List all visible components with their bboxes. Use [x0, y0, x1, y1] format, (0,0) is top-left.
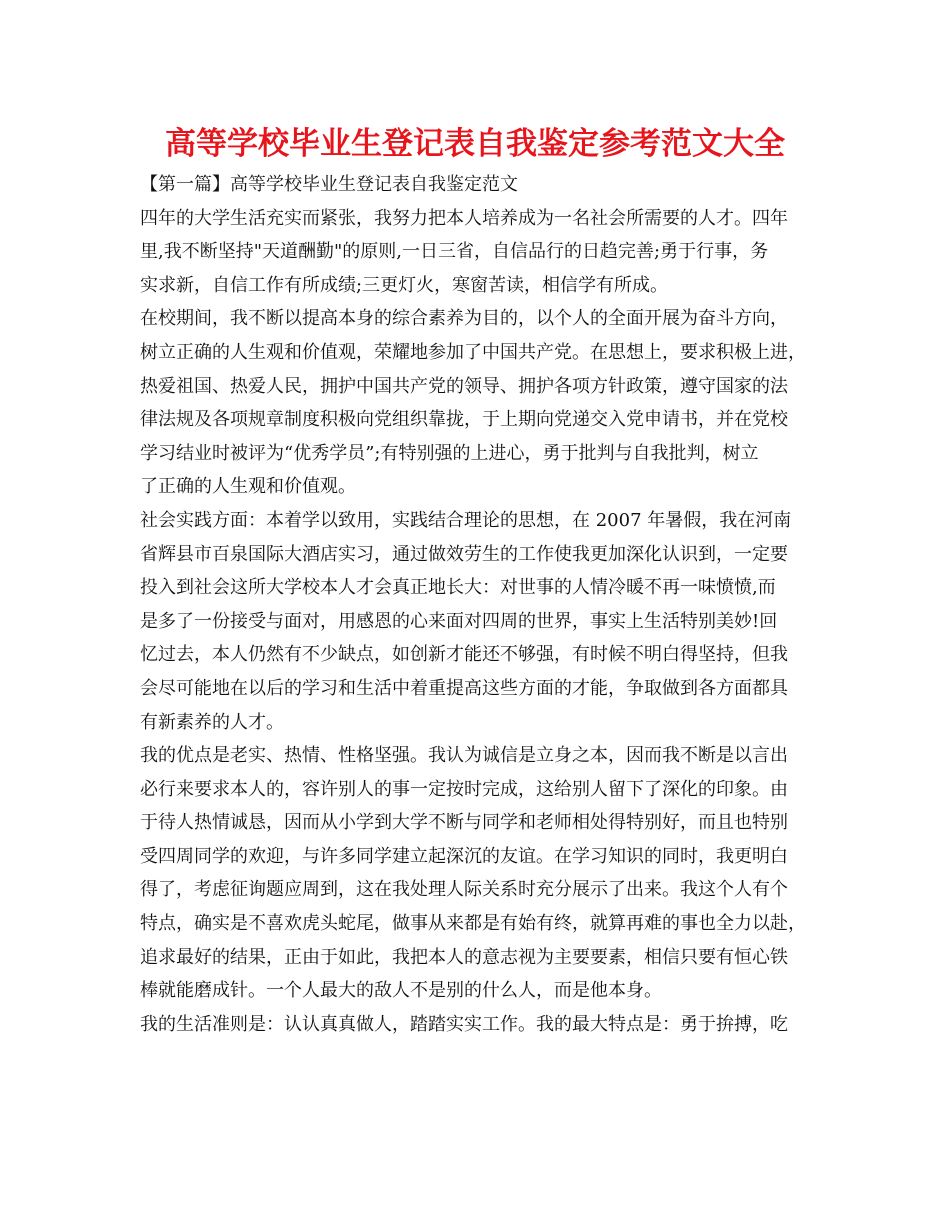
text-line: 忆过去，本人仍然有不少缺点，如创新才能还不够强，有时候不明白得坚持，但我	[140, 644, 788, 666]
document-body	[140, 168, 820, 1041]
text-line: 实求新，自信工作有所成绩;三更灯火，寒窗苦读，相信学有所成。	[140, 274, 669, 296]
text-line: 投入到社会这所大学校本人才会真正地长大：对世事的人情冷暖不再一味愤愤,而	[140, 577, 776, 599]
text-line: 棒就能磨成针。一个人最大的敌人不是别的什么人，而是他本身。	[140, 980, 662, 1002]
text-line: 热爱祖国、热爱人民，拥护中国共产党的领导、拥护各项方针政策，遵守国家的法	[140, 375, 788, 397]
text-line: 受四周同学的欢迎，与许多同学建立起深沉的友谊。在学习知识的同时，我更明白	[140, 845, 788, 867]
text-line: 得了，考虑征询题应周到，这在我处理人际关系时充分展示了出来。我这个人有个	[140, 879, 788, 901]
text-line: 社会实践方面：本着学以致用，实践结合理论的思想，在 2007 年暑假，我在河南	[140, 509, 792, 531]
text-line: 是多了一份接受与面对，用感恩的心来面对四周的世界，事实上生活特别美妙!回	[140, 610, 778, 632]
text-line: 于待人热情诚恳，因而从小学到大学不断与同学和老师相处得特别好，而且也特别	[140, 812, 788, 834]
section-heading: 【第一篇】高等学校毕业生登记表自我鉴定范文	[140, 174, 518, 195]
text-line: 我的生活准则是：认认真真做人，踏踏实实工作。我的最大特点是：勇于拚搏，吃	[140, 1013, 788, 1035]
text-line: 会尽可能地在以后的学习和生活中着重提高这些方面的才能，争取做到各方面都具	[140, 677, 788, 699]
text-line: 了正确的人生观和价值观。	[140, 476, 356, 498]
text-line: 必行来要求本人的，容许别人的事一定按时完成，这给别人留下了深化的印象。由	[140, 778, 788, 800]
text-line: 在校期间，我不断以提高本身的综合素养为目的，以个人的全面开展为奋斗方向，	[140, 308, 788, 330]
text-line: 我的优点是老实、热情、性格坚强。我认为诚信是立身之本，因而我不断是以言出	[140, 745, 788, 767]
document-title: 高等学校毕业生登记表自我鉴定参考范文大全	[165, 126, 785, 162]
text-line: 里,我不断坚持"天道酬勤"的原则,一日三省，自信品行的日趋完善;勇于行事，务	[140, 241, 769, 263]
text-line: 有新素养的人才。	[140, 711, 284, 733]
text-line: 树立正确的人生观和价值观，荣耀地参加了中国共产党。在思想上，要求积极上进，	[140, 341, 806, 363]
text-line: 特点，确实是不喜欢虎头蛇尾，做事从来都是有始有终，就算再难的事也全力以赴，	[140, 913, 806, 935]
text-line: 追求最好的结果，正由于如此，我把本人的意志视为主要要素，相信只要有恒心铁	[140, 946, 788, 968]
text-line: 四年的大学生活充实而紧张，我努力把本人培养成为一名社会所需要的人才。四年	[140, 207, 788, 229]
text-line: 省辉县市百泉国际大酒店实习，通过做效劳生的工作使我更加深化认识到，一定要	[140, 543, 788, 565]
text-line: 律法规及各项规章制度积极向党组织靠拢，于上期向党递交入党申请书，并在党校	[140, 409, 788, 431]
text-line: 学习结业时被评为“优秀学员”;有特别强的上进心，勇于批判与自我批判，树立	[140, 442, 759, 464]
